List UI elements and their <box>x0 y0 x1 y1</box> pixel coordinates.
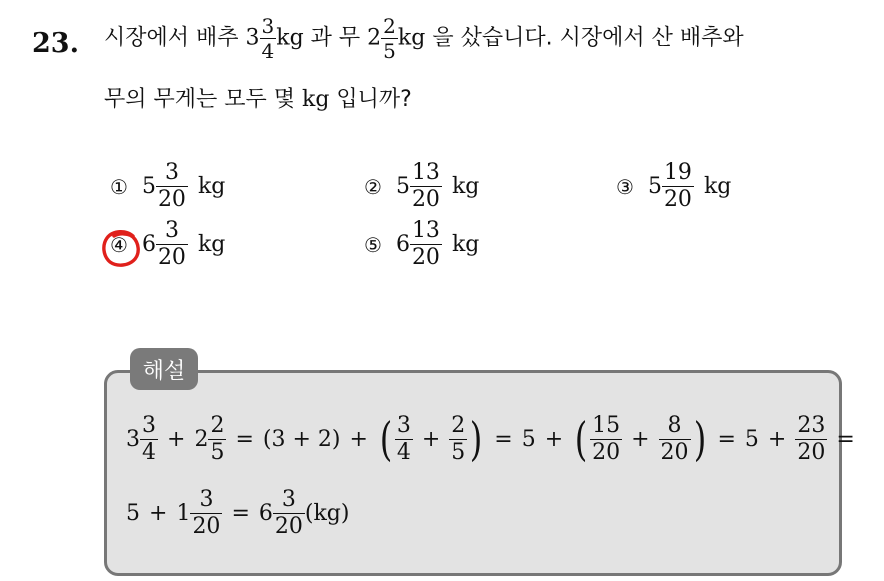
choice-2-whole: 5 <box>395 174 410 199</box>
eq-one: 1 <box>176 500 191 526</box>
question-unit: kg <box>302 87 330 112</box>
choice-1[interactable] <box>110 162 225 211</box>
question-text-line2-pre: 무의 무게는 모두 몇 <box>104 87 295 112</box>
choice-2-num: 13 <box>411 160 440 185</box>
choice-4-fraction <box>156 220 188 269</box>
eq-plus-1: + <box>167 426 186 452</box>
choice-3-unit: kg <box>703 174 732 199</box>
eq-t2-fraction <box>208 412 226 465</box>
radish-fraction <box>381 16 398 61</box>
answer-circle-mark <box>100 226 142 268</box>
eq-five-3: 5 <box>126 500 140 526</box>
eq-equals-3: = <box>717 426 736 452</box>
eq-t2-num: 2 <box>210 412 225 438</box>
eq-f7-fraction <box>795 412 827 465</box>
eq-plus-6: + <box>767 426 787 452</box>
question-text-line2-post: 입니까? <box>336 87 412 112</box>
eq-plus-4: + <box>544 426 564 452</box>
cabbage-den: 4 <box>261 39 275 63</box>
choice-2-unit: kg <box>451 174 480 199</box>
eq-f6-fraction <box>659 412 691 465</box>
eq-t1-fraction <box>140 412 158 465</box>
eq-f3-fraction <box>395 412 413 465</box>
choice-5-num: 13 <box>411 218 440 243</box>
choice-3-whole: 5 <box>647 174 662 199</box>
cabbage-unit: kg <box>276 25 304 51</box>
eq-f4-num: 2 <box>451 412 466 438</box>
eq-plus-3: + <box>421 426 441 452</box>
choice-2-den: 20 <box>411 187 440 212</box>
choice-4-unit: kg <box>197 232 226 257</box>
eq-f7-num: 23 <box>797 412 826 438</box>
eq-rparen-2: ) <box>693 412 706 466</box>
eq-equals-4: = <box>836 426 855 452</box>
choice-4-whole: 6 <box>141 232 156 257</box>
eq-f6-num: 8 <box>667 412 682 438</box>
eq-t2-whole: 2 <box>194 426 209 452</box>
radish-num: 2 <box>383 14 396 38</box>
solution-tag: 해설 <box>130 348 198 390</box>
eq-f5-num: 15 <box>592 412 621 438</box>
eq-f4-den: 5 <box>451 439 466 465</box>
eq-five-2: 5 <box>744 426 759 452</box>
eq-f4-fraction <box>449 412 467 465</box>
eq-f9-den: 20 <box>274 513 303 539</box>
eq-f3-num: 3 <box>396 412 411 438</box>
eq-f8-fraction <box>190 486 222 539</box>
choice-5[interactable] <box>364 220 479 269</box>
choice-2-fraction <box>410 162 442 211</box>
cabbage-fraction <box>260 16 277 61</box>
choice-5-fraction <box>410 220 442 269</box>
eq-equals-1: = <box>235 426 254 452</box>
eq-lparen-2: ( <box>574 412 588 466</box>
radish-whole: 2 <box>367 25 382 51</box>
eq-f8-den: 20 <box>192 513 221 539</box>
eq-whole-sum: (3 + 2) <box>262 426 341 452</box>
question-text-pre: 시장에서 배추 <box>104 25 239 51</box>
eq-t1-num: 3 <box>142 412 156 438</box>
choice-1-whole: 5 <box>141 174 156 199</box>
eq-f9-num: 3 <box>281 486 296 512</box>
choice-2-label: ② <box>364 174 382 199</box>
eq-f6-den: 20 <box>660 439 689 465</box>
choice-4-label: ④ <box>110 232 128 257</box>
eq-plus-7: + <box>149 500 168 526</box>
eq-f5-den: 20 <box>592 439 621 465</box>
eq-f8-num: 3 <box>199 486 214 512</box>
choice-3-den: 20 <box>663 187 692 212</box>
eq-t1-den: 4 <box>142 439 156 465</box>
choice-1-num: 3 <box>164 160 179 185</box>
choice-4-den: 20 <box>157 245 186 270</box>
eq-f7-den: 20 <box>797 439 826 465</box>
question-line-2 <box>104 82 412 113</box>
eq-t1-whole: 3 <box>126 426 140 452</box>
eq-equals-2: = <box>494 426 513 452</box>
eq-f3-den: 4 <box>396 439 411 465</box>
eq-t2-den: 5 <box>210 439 225 465</box>
eq-lparen-1: ( <box>379 412 393 466</box>
eq-equals-5: = <box>231 500 250 526</box>
solution-equation-line-1 <box>126 406 864 472</box>
question-text-post: 을 샀습니다. 시장에서 산 배추와 <box>432 25 744 51</box>
choice-2[interactable] <box>364 162 479 211</box>
choice-3[interactable] <box>616 162 731 211</box>
question-line-1 <box>104 16 744 61</box>
eq-unit: (kg) <box>304 500 350 526</box>
choice-3-fraction <box>662 162 694 211</box>
eq-five: 5 <box>521 426 536 452</box>
cabbage-whole: 3 <box>245 25 260 51</box>
cabbage-num: 3 <box>261 14 275 38</box>
question-number: 23. <box>32 28 79 59</box>
choice-5-unit: kg <box>451 232 480 257</box>
radish-den: 5 <box>383 39 396 63</box>
eq-f9-fraction <box>273 486 305 539</box>
question-text-mid: 과 무 <box>310 25 361 51</box>
radish-unit: kg <box>397 25 426 51</box>
choice-4-num: 3 <box>164 218 179 243</box>
choice-5-label: ⑤ <box>364 232 382 257</box>
choice-3-num: 19 <box>663 160 692 185</box>
choice-3-label: ③ <box>616 174 634 199</box>
choice-1-den: 20 <box>157 187 186 212</box>
eq-plus-5: + <box>631 426 650 452</box>
eq-rparen-1: ) <box>469 412 483 466</box>
choice-1-fraction <box>156 162 188 211</box>
eq-f5-fraction <box>590 412 622 465</box>
choice-5-den: 20 <box>411 245 440 270</box>
eq-plus-2: + <box>349 426 368 452</box>
solution-equation-line-2 <box>126 480 349 546</box>
choice-1-label: ① <box>110 174 128 199</box>
choice-1-unit: kg <box>197 174 226 199</box>
eq-six: 6 <box>258 500 273 526</box>
choice-5-whole: 6 <box>395 232 410 257</box>
